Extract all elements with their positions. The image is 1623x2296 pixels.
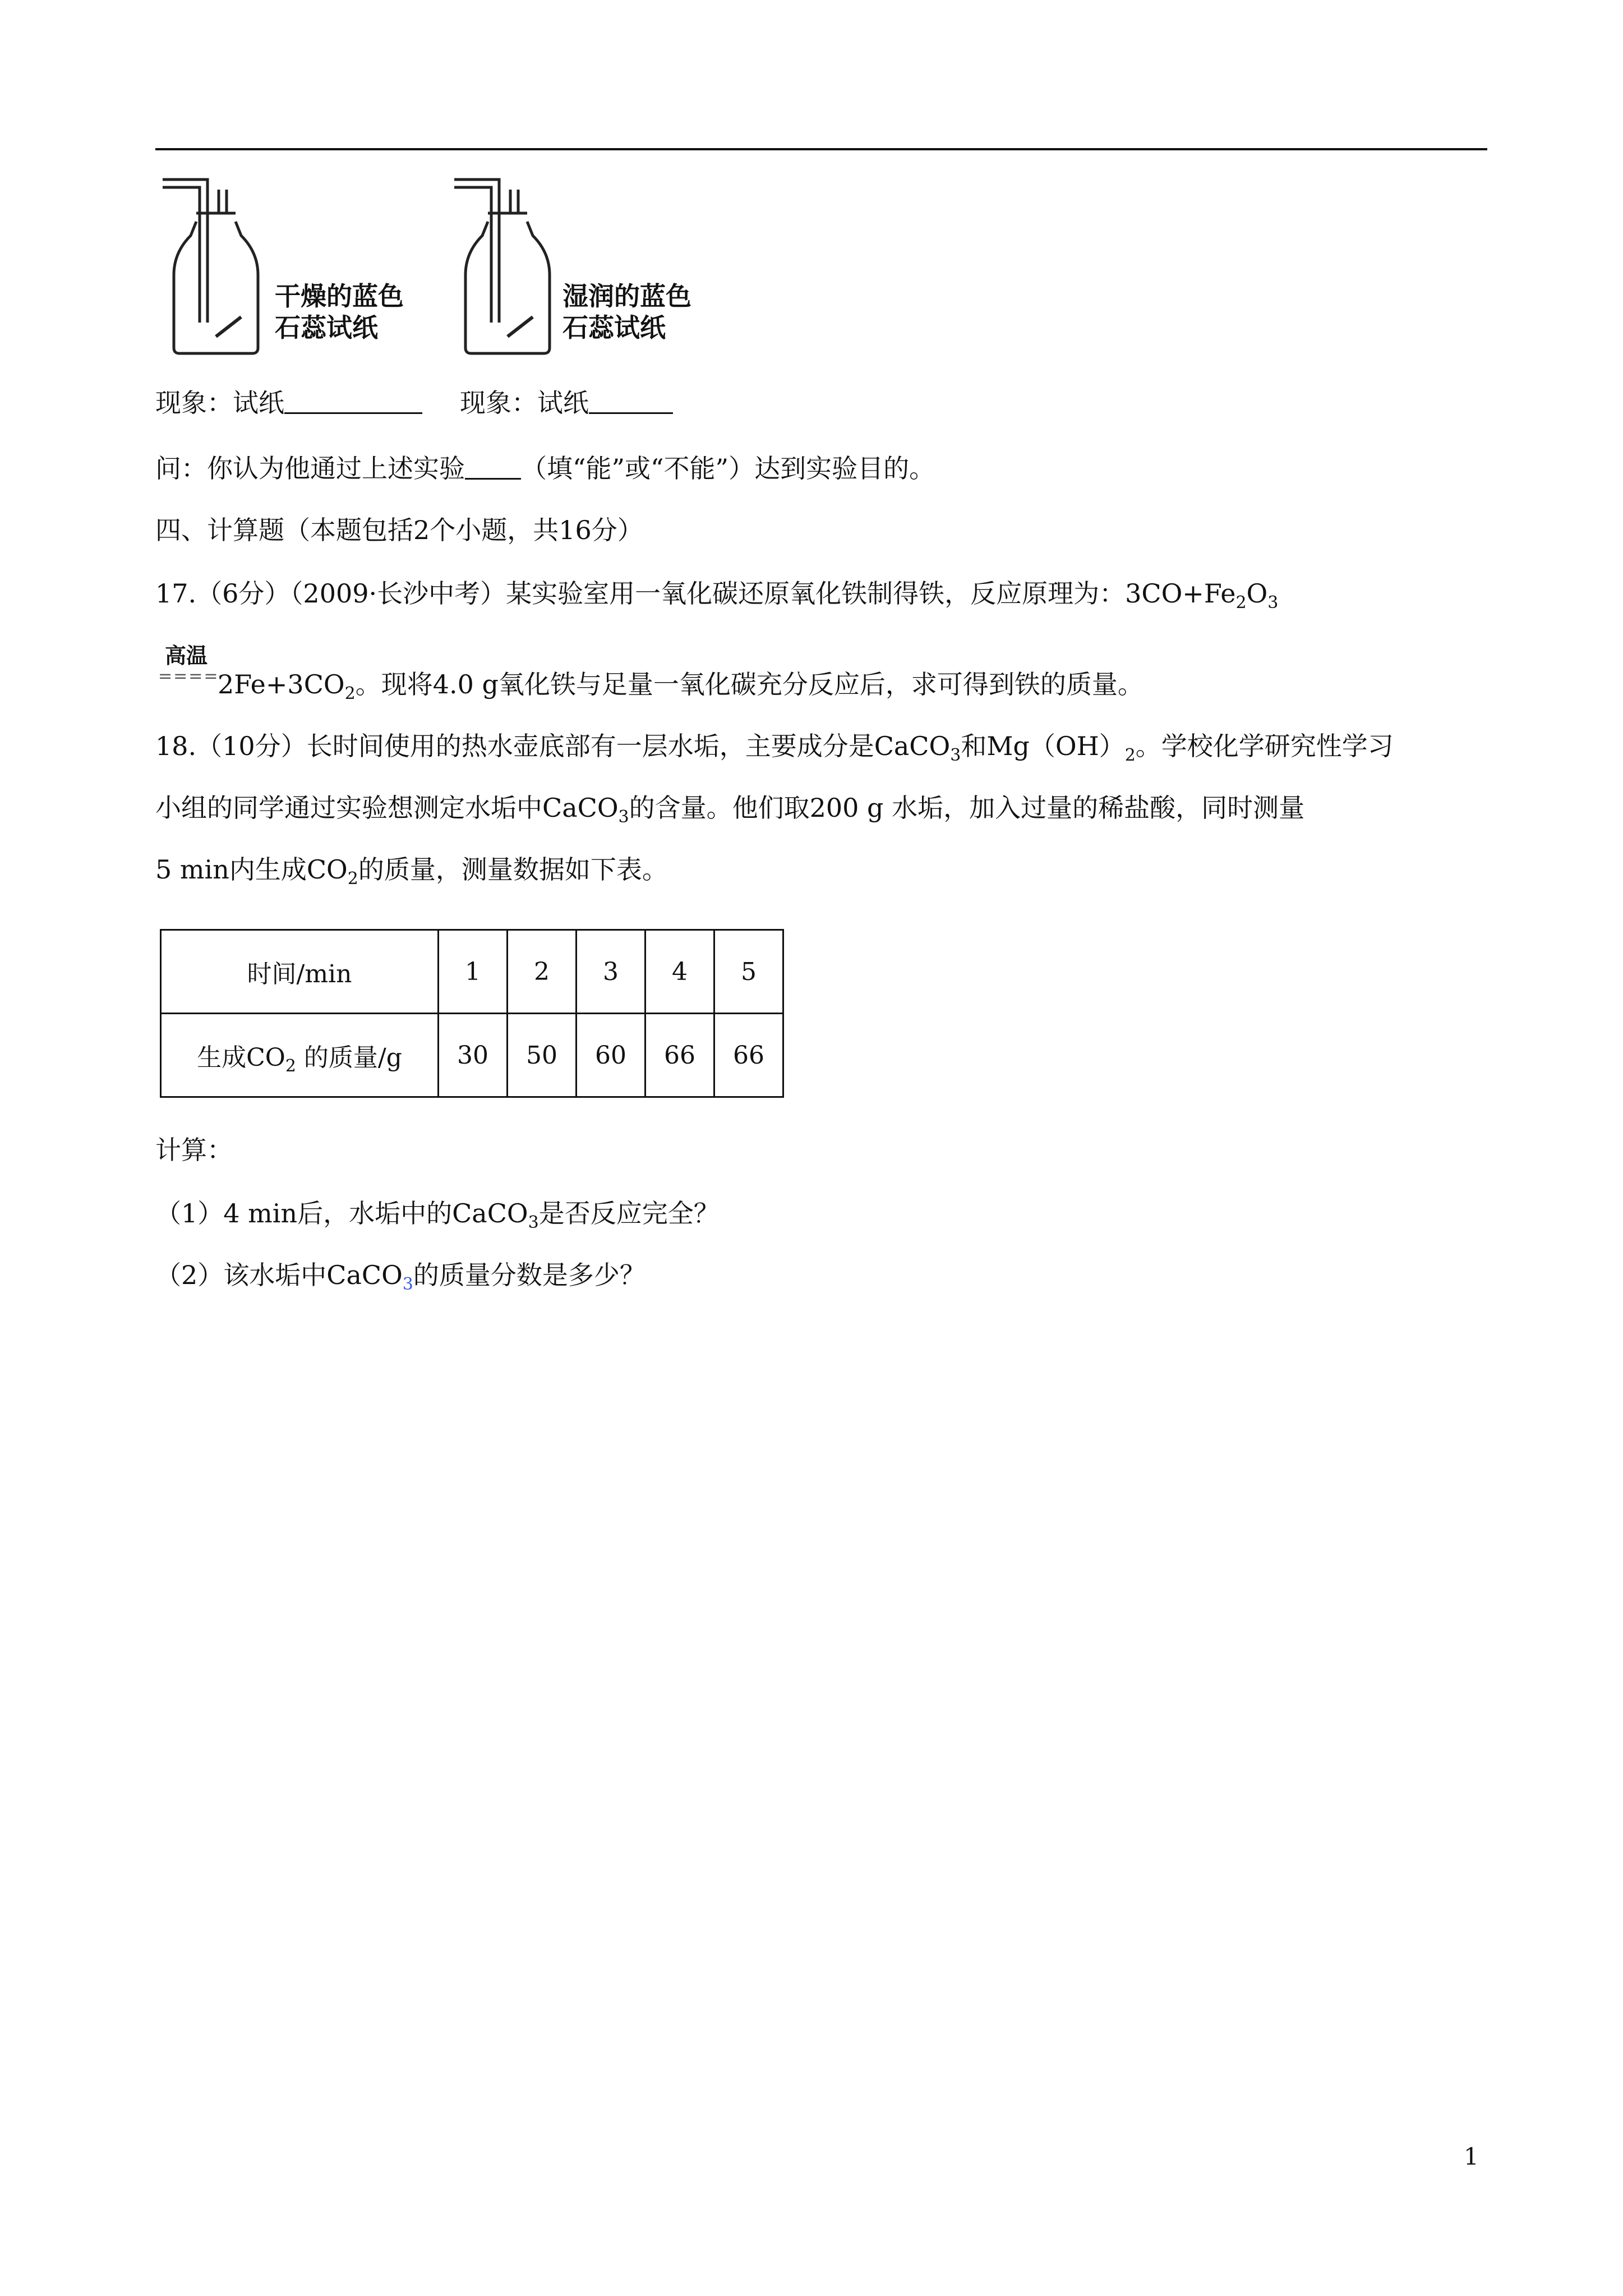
phenomenon-right: 现象：试纸 [460, 386, 673, 420]
reaction-condition: 高温 [165, 643, 208, 668]
mass-cell: 60 [577, 1014, 645, 1097]
answer-blank-right[interactable] [589, 389, 673, 414]
mass-cell: 66 [714, 1014, 783, 1097]
answer-blank-question[interactable] [465, 454, 521, 480]
phenomenon-left: 现象：试纸 [155, 386, 422, 420]
mass-cell: 50 [508, 1014, 577, 1097]
co2-data-table [160, 929, 784, 1098]
q18-line1: 18.（10分）长时间使用的热水壶底部有一层水垢，主要成分是CaCO$_3$和$Mg(OH)_2$。学校化学研究性学习 [155, 731, 1394, 765]
time-cell: 1 [439, 930, 508, 1014]
header-rule [155, 148, 1487, 150]
table-row [161, 1014, 783, 1097]
right-bottle-label [562, 280, 691, 343]
right-label-line1: 湿润的蓝色 [562, 281, 691, 311]
left-label-line2: 石蕊试纸 [275, 312, 378, 343]
reaction-equal-sign: ==== [158, 666, 219, 686]
table-row [161, 930, 783, 1014]
subquestion-2: （2）该水垢中CaCO$_3$的质量分数是多少？ [155, 1260, 645, 1294]
q17-line1: 17.（6分）（2009·长沙中考）某实验室用一氧化碳还原氧化铁制得铁，反应原理为：$3CO+Fe_2O_3$ [155, 578, 1279, 613]
right-bottle-icon [454, 180, 550, 353]
mass-cell: 66 [645, 1014, 714, 1097]
calc-heading: 计算： [155, 1135, 233, 1165]
q17-line2: $2Fe+3CO_2$。现将4.0 g氧化铁与足量一氧化碳充分反应后，求可得到铁的质量。 [218, 669, 1144, 703]
time-cell: 4 [645, 930, 714, 1014]
time-cell: 3 [577, 930, 645, 1014]
left-label-line1: 干燥的蓝色 [275, 281, 404, 311]
q18-line3: 5 min内生成$CO_2$的质量，测量数据如下表。 [155, 854, 668, 889]
time-cell: 2 [508, 930, 577, 1014]
left-bottle-icon [163, 180, 258, 353]
section-4-heading: 四、计算题（本题包括2个小题，共16分） [155, 515, 643, 545]
mass-cell: 30 [439, 1014, 508, 1097]
subquestion-1: （1）4 min后，水垢中的CaCO$_3$是否反应完全？ [155, 1198, 720, 1232]
time-header-cell: 时间/min [161, 930, 439, 1014]
answer-blank-left[interactable] [284, 389, 422, 414]
left-bottle-label [275, 280, 404, 343]
page-number: 1 [1464, 2143, 1479, 2170]
mass-header-cell: 生成$CO_2$ 的质量/g [161, 1014, 439, 1097]
right-label-line2: 石蕊试纸 [562, 312, 666, 343]
question-line: 问：你认为他通过上述实验 （填“能”或“不能”）达到实验目的。 [155, 453, 935, 484]
time-cell: 5 [714, 930, 783, 1014]
q18-line2: 小组的同学通过实验想测定水垢中CaCO$_3$的含量。他们取200 g 水垢，加入过量的稀盐酸，同时测量 [155, 793, 1305, 827]
